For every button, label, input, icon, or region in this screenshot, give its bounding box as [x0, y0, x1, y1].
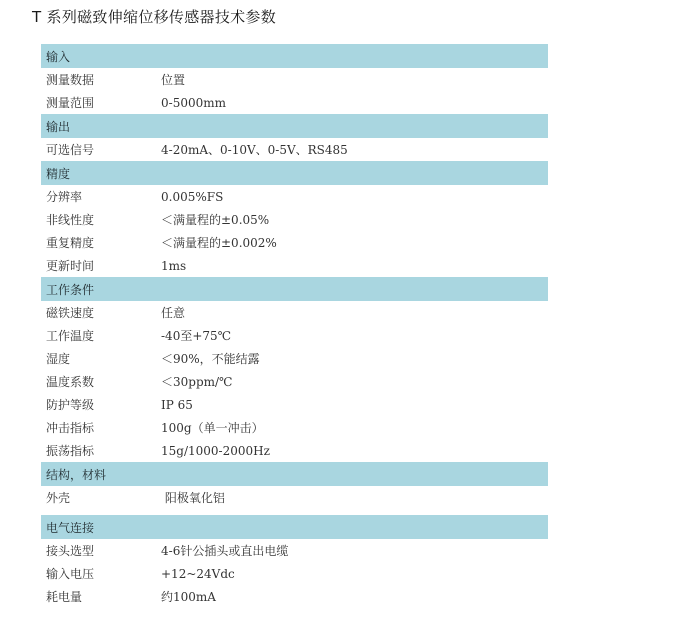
spec-value: 0-5000mm [161, 95, 226, 110]
spec-value: ＜30ppm/℃ [161, 375, 233, 389]
spec-value: 4-6针公插头或直出电缆 [161, 544, 289, 558]
spec-row [41, 347, 548, 370]
spec-value: ＜满量程的±0.002% [161, 236, 277, 250]
section-header-input [41, 44, 548, 68]
spec-table [41, 44, 548, 608]
section-header-label: 结构，材料 [46, 467, 107, 482]
spec-label: 振荡指标 [46, 444, 95, 458]
spec-label: 更新时间 [46, 259, 95, 273]
spec-row [41, 91, 548, 114]
spec-value: IP 65 [161, 397, 193, 412]
page-title: T 系列磁致伸缩位移传感器技术参数 [32, 8, 277, 26]
spec-label: 冲击指标 [46, 421, 95, 435]
spec-row [41, 138, 548, 161]
spec-row [41, 301, 548, 324]
spec-value: ＜满量程的±0.05% [161, 213, 270, 227]
spec-row [41, 416, 548, 439]
spec-label: 测量范围 [46, 96, 95, 110]
spec-row [41, 208, 548, 231]
spec-row [41, 68, 548, 91]
section-header-output [41, 114, 548, 138]
spec-value: ＜90%，不能结露 [161, 352, 260, 366]
spec-label: 外壳 [46, 491, 71, 505]
spec-label: 可选信号 [46, 143, 95, 157]
spec-value: 0.005%FS [161, 189, 224, 204]
spec-row [41, 393, 548, 416]
spec-row [41, 254, 548, 277]
spec-label: 湿度 [46, 352, 71, 366]
spec-row [41, 539, 548, 562]
spec-row [41, 231, 548, 254]
spec-label: 耗电量 [46, 590, 83, 604]
section-header-label: 工作条件 [46, 282, 95, 297]
spec-row [41, 585, 548, 608]
spec-label: 非线性度 [46, 213, 95, 227]
section-header-structure-material [41, 462, 548, 486]
spec-label: 重复精度 [46, 236, 95, 250]
spec-value: 任意 [161, 306, 186, 320]
spec-row [41, 486, 548, 509]
spec-label: 测量数据 [46, 73, 95, 87]
section-header-label: 输出 [46, 119, 71, 134]
spec-value: 1ms [161, 258, 187, 273]
spec-row [41, 370, 548, 393]
spec-label: 磁铁速度 [46, 306, 95, 320]
section-header-operating-conditions [41, 277, 548, 301]
spec-value: 约100mA [161, 590, 216, 604]
spec-value: 100g（单一冲击） [161, 421, 264, 435]
spec-row [41, 562, 548, 585]
spec-value: 阳极氧化铝 [161, 491, 225, 505]
spec-label: 工作温度 [46, 329, 95, 343]
spec-label: 输入电压 [46, 567, 95, 581]
spec-label: 接头选型 [46, 544, 95, 558]
spec-value: 4-20mA、0-10V、0-5V、RS485 [161, 143, 348, 157]
section-header-label: 精度 [46, 166, 71, 181]
spec-value: +12~24Vdc [161, 566, 235, 581]
spec-row [41, 439, 548, 462]
spec-row [41, 324, 548, 347]
spec-value: -40至+75℃ [161, 329, 232, 343]
section-header-label: 输入 [46, 49, 71, 64]
section-header-electrical-connection [41, 515, 548, 539]
spec-label: 防护等级 [46, 398, 95, 412]
spec-row [41, 185, 548, 208]
spec-value: 15g/1000-2000Hz [161, 443, 270, 458]
spec-label: 分辨率 [46, 190, 83, 204]
section-header-accuracy [41, 161, 548, 185]
spec-value: 位置 [161, 73, 186, 87]
section-header-label: 电气连接 [46, 520, 95, 535]
spec-label: 温度系数 [46, 375, 95, 389]
